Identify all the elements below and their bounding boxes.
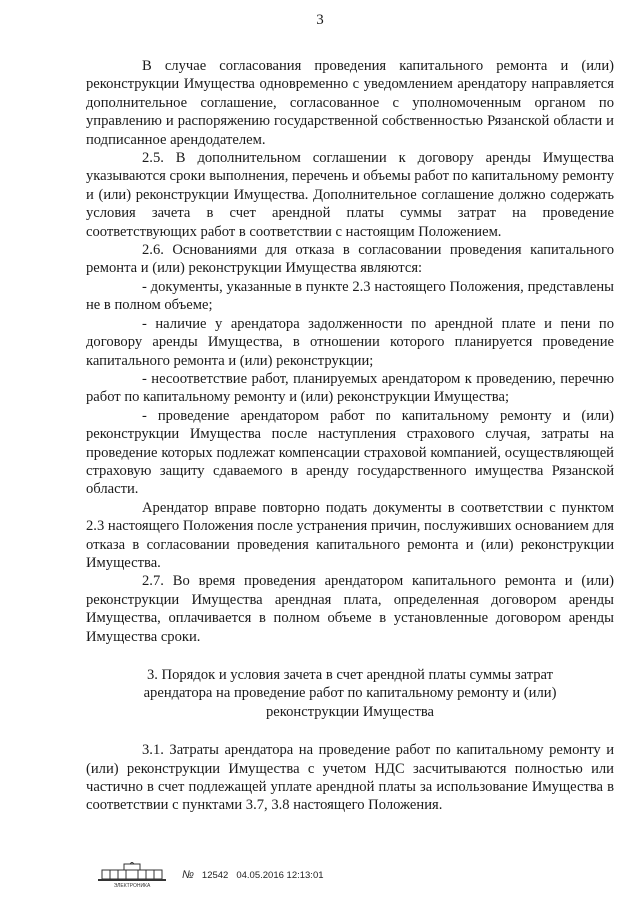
logo-text: ЭЛЕКТРОНИКА	[113, 883, 151, 888]
paragraph-2-5: 2.5. В дополнительном соглашении к договору аренды Имущества указываются сроки выполнения, перечень и объемы работ по капитальному ремонту и (или) реконструкции Имущества. Дополнительное соглашение должно содержать условия зачета в счет арендной платы суммы затрат на проведение соответствующих работ в соответствии с настоящим Положением.	[86, 150, 614, 240]
paragraph-3-1: 3.1. Затраты арендатора на проведение работ по капитальному ремонту и (или) реконструкции Имущества с учетом НДС засчитываются полностью или частично в счет подлежащей уплате арендной платы за использование Имущества в соответствии с пунктами 3.7, 3.8 настоящего Положения.	[86, 742, 614, 814]
paragraph-2-7: 2.7. Во время проведения арендатором капитального ремонта и (или) реконструкции Имущества арендная плата, определенная договором аренды Имущества, оплачивается в полном объеме в установленные договором аренды Имущества сроки.	[86, 573, 614, 645]
footer-stamp	[96, 862, 324, 888]
list-item: - документы, указанные в пункте 2.3 настоящего Положения, представлены не в полном объеме;	[86, 278, 614, 314]
list-item: - проведение арендатором работ по капитальному ремонту и (или) реконструкции Имущества после наступления страхового случая, затраты на проведение которых подлежат компенсации страховой компанией, осуществляющей страховую защиту сдаваемого в аренду государственного имущества Рязанской области.	[86, 407, 614, 498]
list-item: - наличие у арендатора задолженности по арендной плате и пени по договору аренды Имущества, в отношении которого планируется проведение капитального ремонта и (или) реконструкции;	[86, 315, 614, 369]
document-datetime: 04.05.2016 12:13:01	[236, 869, 324, 881]
document-number: 12542	[201, 869, 229, 881]
list-item: - несоответствие работ, планируемых арендатором к проведению, перечню работ по капитальному ремонту и (или) реконструкции Имущества;	[86, 370, 614, 406]
number-sign: №	[182, 869, 194, 881]
paragraph-approval-notice: В случае согласования проведения капитального ремонта и (или) реконструкции Имущества одновременно с уведомлением арендатору направляется дополнительное соглашение, согласованное с уполномоченным органом по управлению и распоряжению государственной собственностью Рязанской области и подписанное арендодателем.	[86, 58, 614, 148]
paragraph-2-6: 2.6. Основаниями для отказа в согласовании проведения капитального ремонта и (или) реконструкции Имущества являются:	[86, 242, 614, 277]
document-body	[86, 57, 614, 815]
paragraph-resubmit: Арендатор вправе повторно подать документы в соответствии с пунктом 2.3 настоящего Положения после устранения причин, послуживших основанием для отказа в согласовании проведения капитального ремонта и (или) реконструкции Имущества.	[86, 499, 614, 571]
section-heading-3: 3. Порядок и условия зачета в счет арендной платы суммы затрат арендатора на проведение работ по капитальному ремонту и (или) реконструкции Имущества	[143, 667, 557, 720]
organization-logo-icon	[96, 862, 168, 888]
page-number: 3	[316, 12, 324, 28]
